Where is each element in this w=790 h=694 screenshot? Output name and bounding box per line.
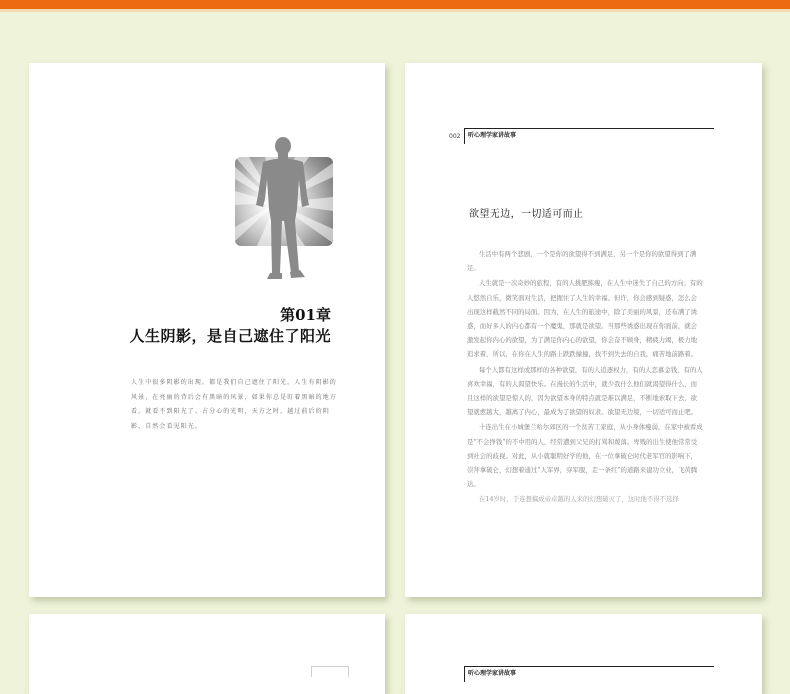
paragraph: 人生就是一次奇妙的旅程，有的人挑肥拣瘦，在人生中迷失了自己的方向；有的人悠然自乐，微笑面对生活，把握住了人生的幸福。但许，你会感到疑惑，怎么会出现这样截然不同的局面。因为，在人生的旅途中，除了美丽的风景，还布满了诱惑，而好多人的内心都有一个魔鬼，那就是欲望。当那些诱惑出现在你面前，就会激发起你内心的欲望，为了满足你内心的欲望，你会奋不顾身，精疲力竭，极力地追求着，所以，在你在人生的路上跌跌撞撞，找不到失去的自我，痛苦地前路着。	[467, 279, 703, 359]
essay-title: 欲望无边，一切适可而止	[469, 209, 584, 220]
running-header	[449, 666, 749, 686]
book-title: 听心理学家讲故事	[468, 670, 517, 677]
book-title: 听心理学家讲故事	[468, 132, 517, 139]
right-page	[405, 63, 762, 597]
paragraph: 在14岁时，于连想搞成帝卓越的人来的幻想破灭了，这时他不得不选择	[479, 495, 679, 504]
running-header	[449, 128, 749, 146]
left-page	[29, 63, 385, 597]
top-accent-bar	[0, 0, 790, 9]
standing-man-silhouette	[249, 135, 315, 281]
header-rule	[464, 128, 714, 129]
page-corner-mark	[311, 666, 349, 677]
bottom-right-page	[405, 614, 762, 694]
header-tick	[464, 666, 465, 682]
chapter-number: 第01章	[280, 306, 331, 324]
top-accent-shadow	[0, 9, 790, 12]
paragraph: 生活中有两个悲剧，一个是你的欲望得不到满足，另一个是你的欲望得到了满足。	[467, 250, 697, 273]
bottom-left-page	[29, 614, 385, 694]
header-rule	[464, 666, 714, 667]
essay-body	[467, 247, 703, 508]
paragraph: 每个人都有这样或那样的各种欲望，有的人追逐权力，有的人恋慕金钱，有的人喜欢幸福，有的人渴望快乐。在漫长的生活中，就少我什么他们就渴望得什么，而且这样的欲望是惊人的，因为欲望本身的特点就是难以满足，不断地索取下去，欲望就愈越大，越离了内心，最成为了欲望的奴隶。欲望无边境，一切适可而止吧。	[467, 365, 703, 417]
chapter-intro: 人生中很多阴影的出现，都是我们自己遮住了阳光。人生有阴影的风景，在亮丽的背后会有黑暗的风景，如果你总是盯着黑暗的地方看，就看不到阳光了。占分心的光明，天方之时，越过前后的阴影，自然会看见阳光。	[131, 379, 337, 430]
page-number: 002	[449, 133, 461, 140]
paragraph: 十连出生在小城堡兰哈尔郊区的一个贫苦工家庭，从小身体瘦弱，在家中被看成是“不会挣钱”的不中用的人，经常遭到父兄的打骂和蔑落。卑贱的出生使他常常受到社会的歧视。对此，从小就聪明好学的他，在一位拿破仑时代老军官的影响下，崇拜拿破仑，幻想着通过“人军界，穿军服，走一条红”的道路来建功立业，飞黄腾达。	[467, 423, 703, 489]
chapter-title: 人生阴影，是自己遮住了阳光	[129, 327, 331, 345]
header-tick	[464, 128, 465, 144]
